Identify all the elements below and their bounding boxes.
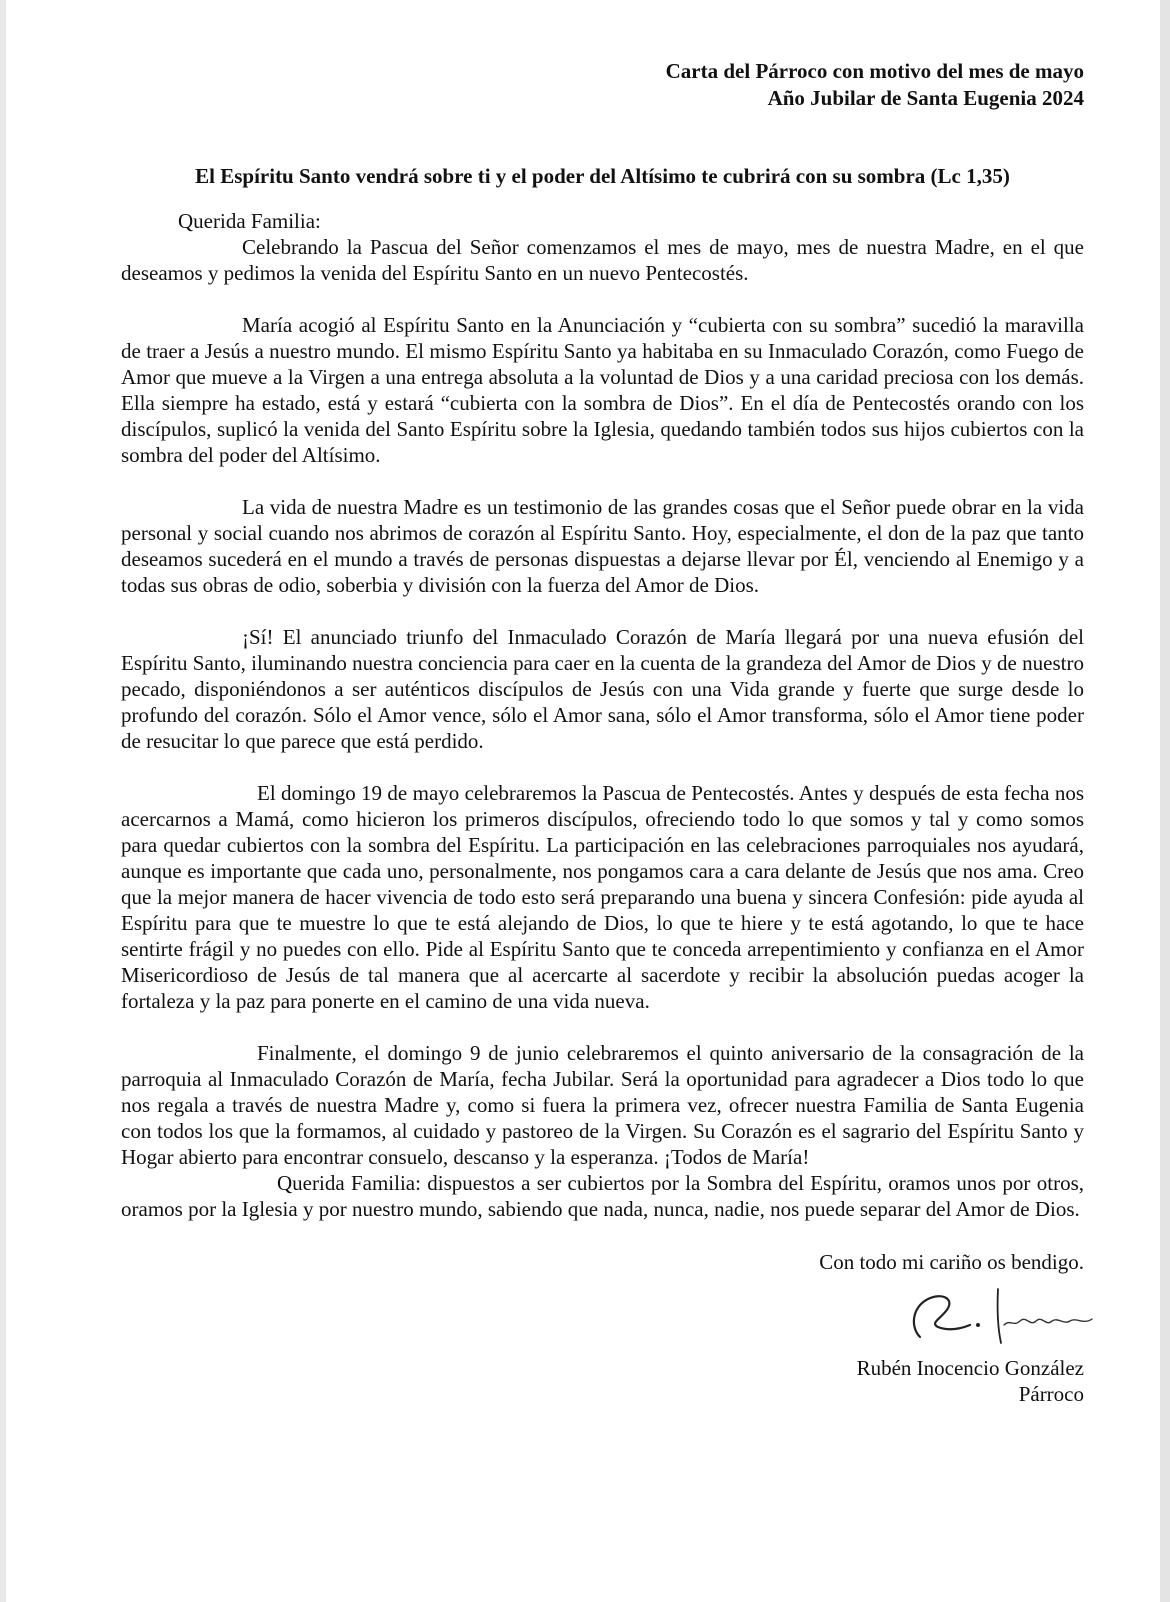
paragraph-4-text: ¡Sí! El anunciado triunfo del Inmaculado Corazón de María llegará por una nueva efusión del Espíritu Santo, iluminando nuestra conciencia para caer en la cuenta de la grandeza del Amor de Dios y de nuestro pecado, disponiéndonos a ser auténticos discípulos de Jesús con una Vida grande y fuerte que surge desde lo profundo del corazón. Sólo el Amor vence, sólo el Amor sana, sólo el Amor transforma, sólo el Amor tiene poder de resucitar lo que parece que está perdido. (121, 625, 1084, 753)
paragraph-7 (121, 1170, 1084, 1222)
signer-role: Párroco (1018, 1382, 1084, 1406)
paragraph-1 (121, 234, 1084, 286)
closing-line: Con todo mi cariño os bendigo. (819, 1250, 1084, 1274)
signer-name: Rubén Inocencio González (856, 1356, 1084, 1380)
letter-header (121, 58, 1084, 112)
paragraph-6 (121, 1040, 1084, 1170)
salutation: Querida Familia: (178, 209, 321, 233)
paragraph-7-text: Querida Familia: dispuestos a ser cubiertos por la Sombra del Espíritu, oramos unos por otros, oramos por la Iglesia y por nuestro mundo, sabiendo que nada, nunca, nadie, nos puede separar del Amor de Dios. (121, 1171, 1084, 1221)
signer-block (121, 1355, 1084, 1407)
paragraph-3 (121, 494, 1084, 598)
paragraph-6-text: Finalmente, el domingo 9 de junio celebraremos el quinto aniversario de la consagración de la parroquia al Inmaculado Corazón de María, fecha Jubilar. Será la oportunidad para agradecer a Dios todo lo que nos regala a través de nuestra Madre y, como si fuera la primera vez, ofrecer nuestra Familia de Santa Eugenia con todos los que la formamos, al cuidado y pastoreo de la Virgen. Su Corazón es el sagrario del Espíritu Santo y Hogar abierto para encontrar consuelo, descanso y la esperanza. ¡Todos de María! (121, 1041, 1084, 1169)
paragraph-3-text: La vida de nuestra Madre es un testimonio de las grandes cosas que el Señor puede obrar en la vida personal y social cuando nos abrimos de corazón al Espíritu Santo. Hoy, especialmente, el don de la paz que tanto deseamos sucederá en el mundo a través de personas dispuestas a dejarse llevar por Él, venciendo al Enemigo y a todas sus obras de odio, soberbia y división con la fuerza del Amor de Dios. (121, 495, 1084, 597)
signature (121, 1275, 1084, 1345)
paragraph-5-text: El domingo 19 de mayo celebraremos la Pascua de Pentecostés. Antes y después de esta fecha nos acercarnos a Mamá, como hicieron los primeros discípulos, ofreciendo todo lo que somos y tal y como somos para quedar cubiertos con la sombra del Espíritu. La participación en las celebraciones parroquiales nos ayudará, aunque es importante que cada uno, personalmente, nos pongamos cara a cara delante de Jesús que nos ama. Creo que la mejor manera de hacer vivencia de todo esto será preparando una buena y sincera Confesión: pide ayuda al Espíritu para que te muestre lo que te está alejando de Dios, lo que te hiere y te está agotando, lo que te hace sentirte frágil y no puedes con ello. Pide al Espíritu Santo que te conceda arrepentimiento y confianza en el Amor Misericordioso de Jesús de tal manera que al acercarte al sacerdote y recibir la absolución puedas acoger la fortaleza y la paz para ponerte en el camino de una vida nueva. (121, 781, 1084, 1013)
paragraph-2-text: María acogió al Espíritu Santo en la Anunciación y “cubierta con su sombra” sucedió la maravilla de traer a Jesús a nuestro mundo. El mismo Espíritu Santo ya habitaba en su Inmaculado Corazón, como Fuego de Amor que mueve a la Virgen a una entrega absoluta a la voluntad de Dios y a una caridad preciosa con los demás. Ella siempre ha estado, está y estará “cubierta con la sombra de Dios”. En el día de Pentecostés orando con los discípulos, suplicó la venida del Santo Espíritu sobre la Iglesia, quedando también todos sus hijos cubiertos con la sombra del poder del Altísimo. (121, 313, 1084, 467)
header-line-1: Carta del Párroco con motivo del mes de mayo (665, 59, 1084, 83)
letter-title: El Espíritu Santo vendrá sobre ti y el poder del Altísimo te cubrirá con su sombra (Lc 1,35) (195, 164, 1010, 188)
paragraph-4 (121, 624, 1084, 754)
paragraph-1-text: Celebrando la Pascua del Señor comenzamos el mes de mayo, mes de nuestra Madre, en el que deseamos y pedimos la venida del Espíritu Santo en un nuevo Pentecostés. (121, 235, 1084, 285)
header-line-2: Año Jubilar de Santa Eugenia 2024 (767, 86, 1084, 110)
handwritten-signature (880, 1279, 1100, 1349)
paragraph-2 (121, 312, 1084, 468)
paragraph-5 (121, 780, 1084, 1014)
letter-content (121, 58, 1084, 1407)
